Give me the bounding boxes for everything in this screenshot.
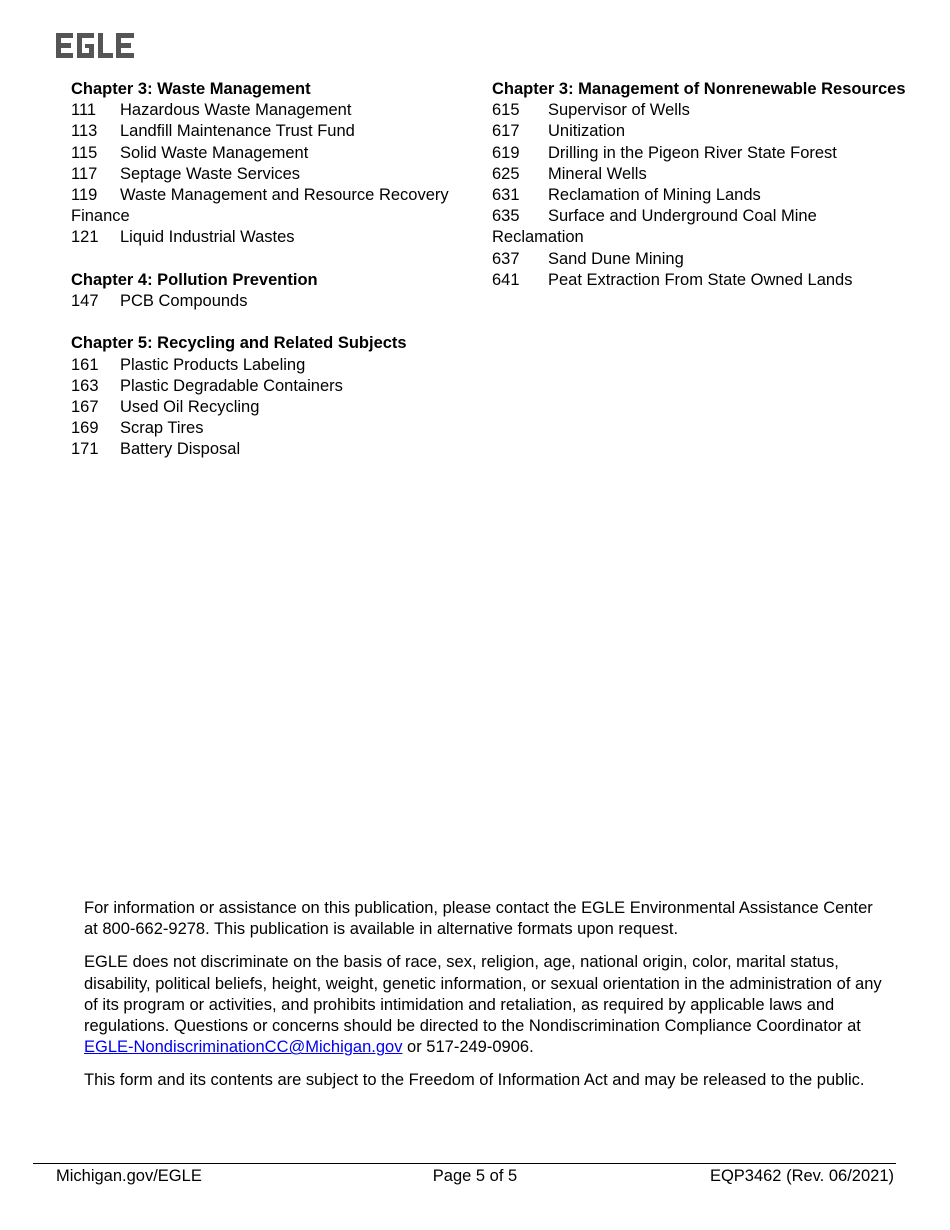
list-item [492,164,912,185]
part-label: Sand Dune Mining [548,249,684,268]
phone-text: or 517-249-0906. [402,1038,534,1057]
list-item [71,227,471,248]
part-label: Landfill Maintenance Trust Fund [120,122,355,141]
part-label: Unitization [548,122,626,141]
part-number: 169 [71,419,99,438]
list-item [492,143,912,164]
part-number: 147 [71,292,99,311]
chapter-section [71,270,471,312]
nondiscrimination-body: EGLE does not discriminate on the basis of race, sex, religion, age, national origin, color, marital status, disability, political beliefs, height, weight, genetic information, or sexual orientation in the administration of any of its program or activities, and prohibits intimidation and retaliation, as required by applicable laws and regulations. Questions or concerns should be directed to the Nondiscrimination Compliance Coordinator at [84,953,882,1036]
list-item [71,376,471,397]
list-item [71,291,471,312]
part-number: 167 [71,398,99,417]
list-item [492,206,912,248]
list-item [71,143,471,164]
part-number: 115 [71,143,98,162]
part-number: 617 [492,122,520,141]
part-number: 113 [71,122,98,141]
list-item [71,164,471,185]
part-label: Reclamation of Mining Lands [548,186,761,205]
list-item [71,397,471,418]
part-label: PCB Compounds [120,292,248,311]
part-number: 637 [492,249,520,268]
assistance-text: For information or assistance on this publication, please contact the EGLE Environmental Assistance Center at 800-662-9278. This publication is available in alternative formats upon request. [84,899,873,939]
part-number: 615 [492,101,520,120]
list-item [492,185,912,206]
part-number: 619 [492,143,520,162]
list-item [71,185,471,227]
part-number: 121 [71,228,99,247]
part-number: 171 [71,440,99,459]
part-number: 117 [71,164,98,183]
part-label: Peat Extraction From State Owned Lands [548,270,853,289]
part-label: Supervisor of Wells [548,101,690,120]
footer-form-number: EQP3462 (Rev. 06/2021) [709,1167,894,1185]
list-item [71,439,471,460]
egle-logo [56,33,134,58]
right-column [492,79,912,291]
part-label: Surface and Underground Coal Mine Reclamation [492,207,817,247]
list-item [492,249,912,270]
list-item [492,121,912,142]
part-label: Used Oil Recycling [120,398,260,417]
chapter-section [71,79,471,249]
left-column [71,79,471,461]
chapter-title: Chapter 3: Management of Nonrenewable Resources [492,80,906,98]
list-item [71,100,471,121]
foia-text: This form and its contents are subject to the Freedom of Information Act and may be released to the public. [84,1071,865,1090]
list-item [71,355,471,376]
part-number: 163 [71,376,99,395]
chapter-title: Chapter 3: Waste Management [71,80,311,98]
part-number: 119 [71,186,98,205]
part-number: 631 [492,186,520,205]
part-label: Liquid Industrial Wastes [120,228,295,247]
footer-divider [33,1163,896,1164]
list-item [71,418,471,439]
part-number: 635 [492,207,520,226]
part-number: 161 [71,355,99,374]
list-item [492,270,912,291]
part-label: Plastic Degradable Containers [120,376,343,395]
part-number: 111 [71,101,97,120]
part-label: Battery Disposal [120,440,241,459]
chapter-title: Chapter 5: Recycling and Related Subjects [71,334,407,353]
chapter-section [492,79,912,291]
part-label: Solid Waste Management [120,143,309,162]
part-label: Hazardous Waste Management [120,101,352,120]
part-label: Scrap Tires [120,419,204,438]
part-label: Plastic Products Labeling [120,355,306,374]
footer-website: Michigan.gov/EGLE [56,1167,202,1185]
part-label: Drilling in the Pigeon River State Forest [548,143,837,162]
part-number: 641 [492,270,520,289]
chapter-section [71,333,471,460]
part-number: 625 [492,164,520,183]
part-label: Mineral Wells [548,164,647,183]
list-item [492,100,912,121]
chapter-title: Chapter 4: Pollution Prevention [71,270,318,289]
footer-page-number: Page 5 of 5 [432,1167,518,1185]
email-link[interactable]: EGLE-NondiscriminationCC@Michigan.gov [84,1038,403,1057]
part-label: Waste Management and Resource Recovery Finance [71,186,449,226]
nondiscrimination-text [84,952,884,1058]
info-block [84,898,884,1104]
list-item [71,121,471,142]
part-label: Septage Waste Services [120,164,301,183]
